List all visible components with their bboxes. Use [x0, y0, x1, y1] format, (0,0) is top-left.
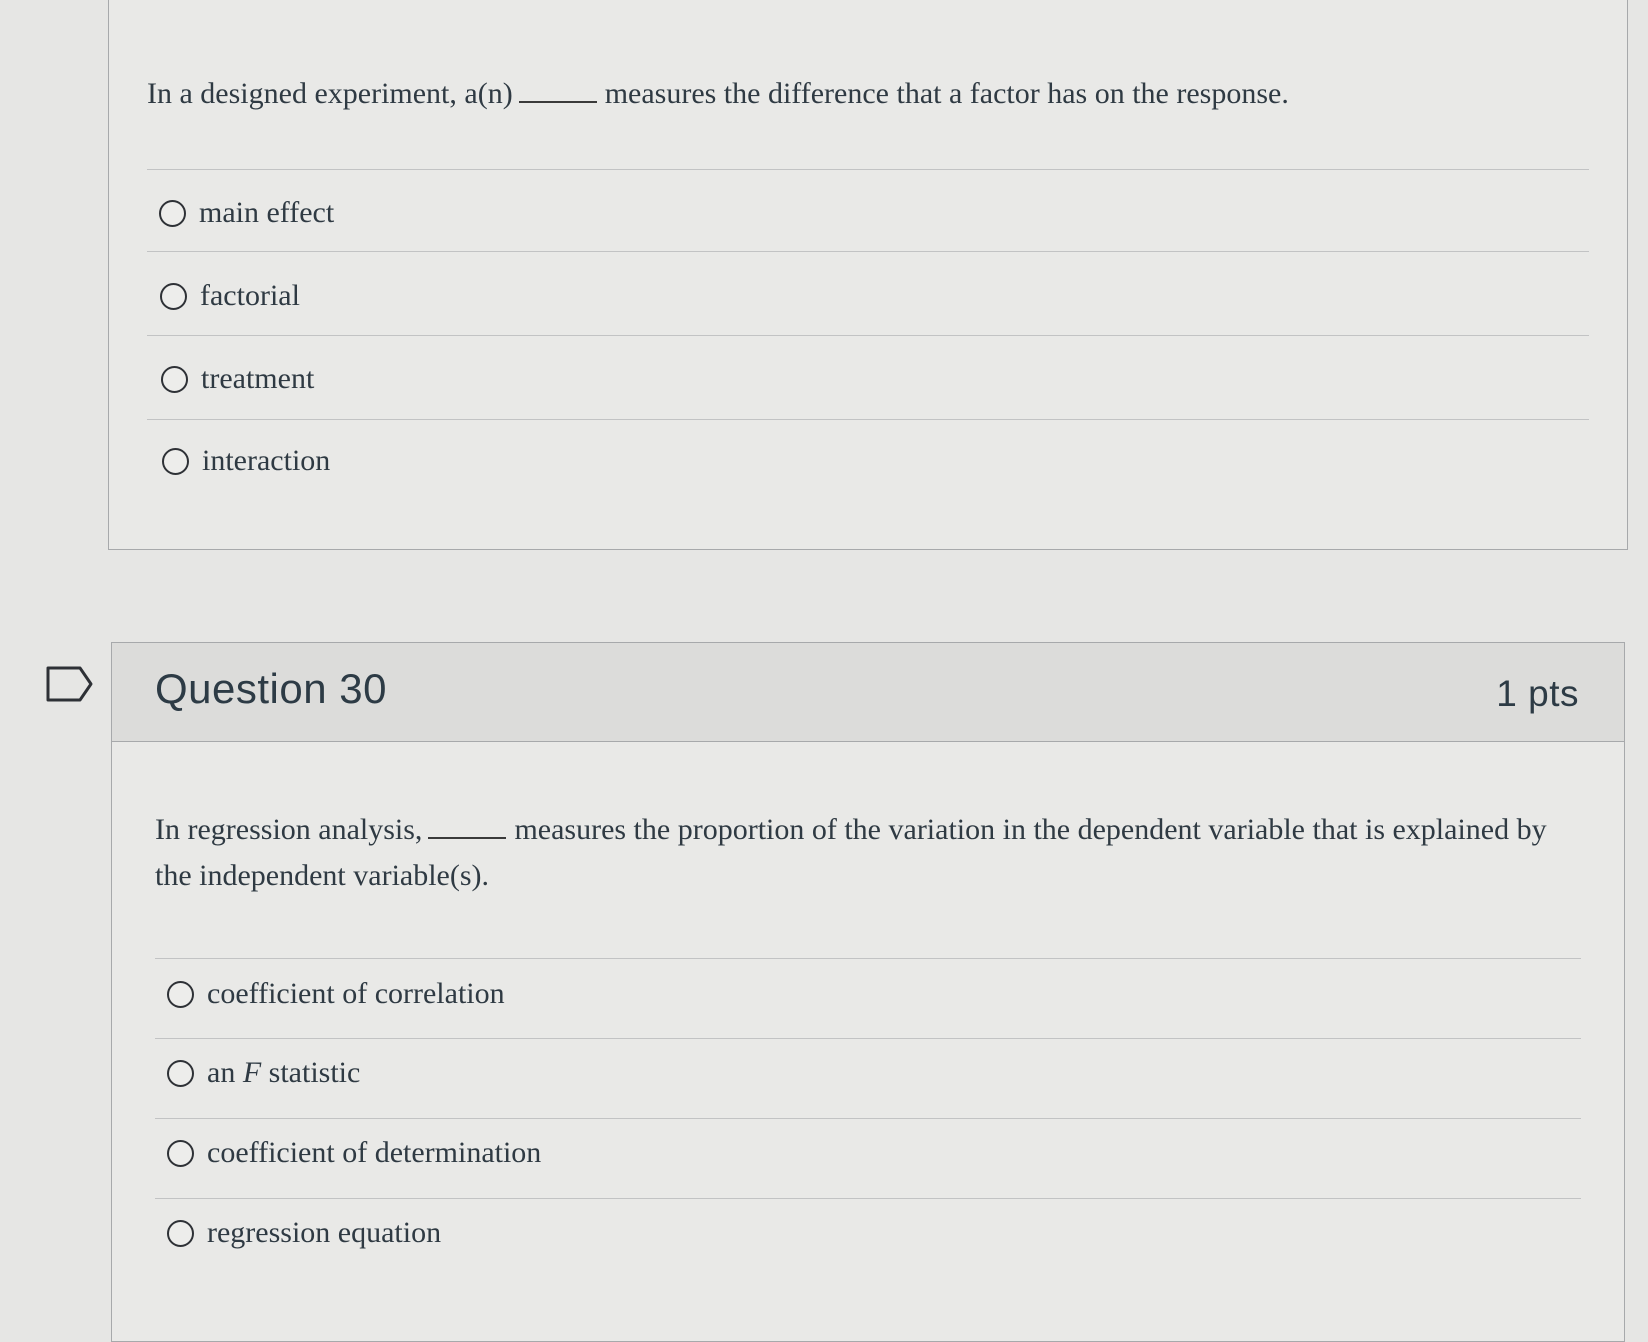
answer-label: coefficient of determination [207, 1136, 542, 1169]
answer-divider [147, 419, 1589, 420]
question-29-card [108, 0, 1628, 550]
question-title: Question 30 [155, 665, 387, 712]
question-30-card [111, 642, 1625, 1342]
question-30-divider [155, 958, 1581, 959]
answer-label: main effect [199, 196, 335, 229]
answer-coefficient-of-correlation[interactable] [167, 974, 505, 1014]
answer-label [207, 1056, 360, 1090]
answer-coefficient-of-determination[interactable] [167, 1133, 541, 1173]
radio-button[interactable] [167, 1140, 194, 1167]
answer-divider [155, 1198, 1581, 1199]
answer-divider [155, 1118, 1581, 1119]
question-30-text [155, 807, 1585, 899]
radio-button[interactable] [167, 1220, 194, 1247]
answer-label: coefficient of correlation [207, 977, 505, 1010]
answer-label-suffix: statistic [268, 1056, 361, 1089]
question-30-header [112, 643, 1624, 742]
flag-question-icon[interactable] [46, 666, 94, 702]
answer-label: interaction [202, 444, 331, 477]
radio-button[interactable] [160, 283, 187, 310]
answer-label: regression equation [207, 1216, 442, 1249]
radio-button[interactable] [159, 200, 186, 227]
question-30-text-before: In regression analysis, [155, 813, 423, 846]
answer-label-italic: F [242, 1056, 262, 1089]
answer-divider [147, 335, 1589, 336]
answer-label-prefix: an [207, 1056, 236, 1089]
answer-label: factorial [200, 279, 300, 312]
question-30-blank [428, 831, 506, 839]
question-29-divider [147, 169, 1589, 170]
radio-button[interactable] [167, 981, 194, 1008]
question-29-text [147, 71, 1587, 117]
answer-divider [147, 251, 1589, 252]
answer-regression-equation[interactable] [167, 1213, 441, 1253]
question-30-text-after: measures the proportion of the variation in the dependent variable that is explained by the independent variable(s). [155, 813, 1547, 892]
radio-button[interactable] [162, 448, 189, 475]
question-29-text-after: measures the difference that a factor has on the response. [604, 77, 1289, 110]
question-points: 1 pts [1496, 673, 1579, 714]
question-29-text-before: In a designed experiment, a(n) [147, 77, 513, 110]
answer-main-effect[interactable] [159, 193, 334, 233]
radio-button[interactable] [167, 1060, 194, 1087]
answer-label: treatment [201, 362, 315, 395]
answer-treatment[interactable] [161, 359, 314, 399]
answer-divider [155, 1038, 1581, 1039]
question-29-blank [519, 95, 597, 103]
answer-f-statistic[interactable] [167, 1053, 360, 1093]
answer-factorial[interactable] [160, 276, 300, 316]
answer-interaction[interactable] [162, 441, 330, 481]
radio-button[interactable] [161, 366, 188, 393]
